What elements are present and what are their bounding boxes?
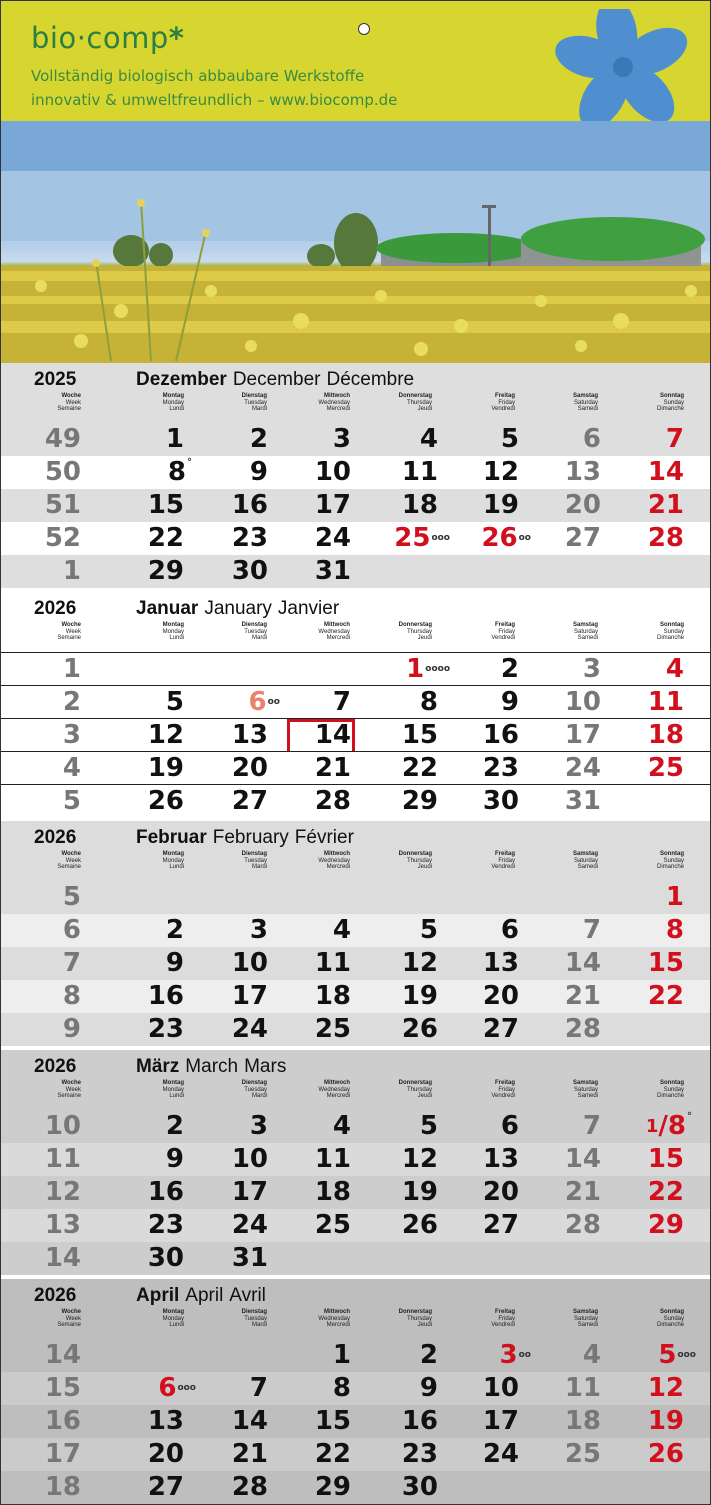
- day-cell[interactable]: 12: [401, 1144, 438, 1174]
- day-cell[interactable]: 23: [147, 1210, 184, 1240]
- week-number: 11: [44, 1144, 81, 1174]
- weekday-header-tuesday: Dienstag Tuesday Mardi: [241, 622, 267, 641]
- day-cell[interactable]: 27: [564, 523, 601, 553]
- weekday-header-tuesday: Dienstag Tuesday Mardi: [241, 393, 267, 412]
- month-block-dezember: [1, 363, 710, 588]
- weekday-header-wednesday: Mittwoch Wednesday Mercredi: [318, 851, 350, 870]
- moon-phase-icon: °: [687, 1111, 692, 1122]
- week-number: 52: [44, 523, 81, 553]
- day-cell[interactable]: 17: [482, 1406, 519, 1436]
- day-cell[interactable]: 22: [647, 1177, 684, 1207]
- weekday-header-tuesday: Dienstag Tuesday Mardi: [241, 1080, 267, 1099]
- day-cell[interactable]: 27: [482, 1210, 519, 1240]
- week-number: 14: [44, 1340, 81, 1370]
- month-block-februar: [1, 821, 710, 1046]
- week-row: [1, 947, 710, 980]
- day-cell[interactable]: 19: [401, 981, 438, 1011]
- month-name: Februar February Février: [136, 827, 354, 848]
- week-number: 9: [62, 1014, 81, 1044]
- week-row: [1, 718, 710, 752]
- weekday-header-tuesday: Dienstag Tuesday Mardi: [241, 851, 267, 870]
- weekday-header-friday: Freitag Friday Vendredi: [491, 393, 515, 412]
- week-row: [1, 1242, 710, 1275]
- day-cell[interactable]: 27: [231, 786, 268, 816]
- year-label: 2025: [34, 369, 77, 390]
- day-cell[interactable]: 7: [582, 915, 601, 945]
- today-marker: [287, 719, 355, 755]
- day-cell[interactable]: 20: [482, 981, 519, 1011]
- week-number: 5: [62, 882, 81, 912]
- week-row: [1, 1209, 710, 1242]
- day-cell[interactable]: 30: [147, 1243, 184, 1273]
- day-cell[interactable]: 18: [564, 1406, 601, 1436]
- day-cell[interactable]: 29: [401, 786, 438, 816]
- weekday-header-friday: Freitag Friday Vendredi: [491, 622, 515, 641]
- week-row: [1, 751, 710, 785]
- weekday-header-saturday: Samstag Saturday Samedi: [572, 851, 598, 870]
- day-cell[interactable]: 5ooo: [658, 1340, 696, 1370]
- day-cell[interactable]: 20: [482, 1177, 519, 1207]
- weekday-header-thursday: Donnerstag Thursday Jeudi: [398, 851, 432, 870]
- day-cell[interactable]: 12: [647, 1373, 684, 1403]
- week-row: [1, 1438, 710, 1471]
- weekday-header-week: Woche Week Semaine: [57, 1080, 81, 1099]
- day-cell[interactable]: 11: [314, 1144, 351, 1174]
- day-cell[interactable]: 28: [314, 786, 351, 816]
- weekday-header-saturday: Samstag Saturday Samedi: [572, 622, 598, 641]
- day-cell[interactable]: 10: [314, 457, 351, 487]
- weekday-header-sunday: Sonntag Sunday Dimanche: [656, 622, 684, 641]
- week-number: 15: [44, 1373, 81, 1403]
- moon-phase-icon: °: [187, 457, 192, 468]
- day-cell[interactable]: 15: [647, 948, 684, 978]
- month-header: [1, 821, 710, 881]
- day-cell[interactable]: 26: [647, 1439, 684, 1469]
- moon-phase-icon: ooo: [677, 1350, 696, 1360]
- day-cell[interactable]: 25: [314, 1210, 351, 1240]
- day-cell[interactable]: 3: [332, 424, 351, 454]
- week-row: [1, 881, 710, 914]
- day-cell[interactable]: 1: [165, 424, 184, 454]
- week-row: [1, 489, 710, 522]
- day-cell[interactable]: 23: [401, 1439, 438, 1469]
- weekday-header-sunday: Sonntag Sunday Dimanche: [656, 1080, 684, 1099]
- day-cell[interactable]: 18: [401, 490, 438, 520]
- day-cell[interactable]: 2: [249, 424, 268, 454]
- week-row: [1, 652, 710, 686]
- day-cell[interactable]: 29: [314, 1472, 351, 1502]
- week-number: 14: [44, 1243, 81, 1273]
- week-number: 50: [44, 457, 81, 487]
- day-cell[interactable]: 9: [249, 457, 268, 487]
- month-name: Januar January Janvier: [136, 598, 340, 619]
- weekday-header-thursday: Donnerstag Thursday Jeudi: [398, 622, 432, 641]
- day-cell[interactable]: 19: [147, 753, 184, 783]
- week-row: [1, 914, 710, 947]
- week-row: [1, 555, 710, 588]
- day-cell[interactable]: 6: [500, 915, 519, 945]
- day-cell[interactable]: 20: [231, 753, 268, 783]
- weekday-header-monday: Montag Monday Lundi: [162, 1080, 184, 1099]
- weekday-header-saturday: Samstag Saturday Samedi: [572, 1309, 598, 1328]
- weekday-header-monday: Montag Monday Lundi: [162, 851, 184, 870]
- week-row: [1, 980, 710, 1013]
- weekday-header-wednesday: Mittwoch Wednesday Mercredi: [318, 1080, 350, 1099]
- day-cell[interactable]: 10: [482, 1373, 519, 1403]
- week-number: 18: [44, 1472, 81, 1502]
- week-number: 2: [62, 687, 81, 717]
- day-cell[interactable]: 10: [564, 687, 601, 717]
- month-block-januar: [1, 592, 710, 817]
- landscape-photo: [1, 121, 710, 363]
- day-cell[interactable]: 7: [332, 687, 351, 717]
- hanging-hole: [358, 23, 370, 35]
- day-cell[interactable]: 2: [419, 1340, 438, 1370]
- weekday-header-week: Woche Week Semaine: [57, 1309, 81, 1328]
- week-row: [1, 1405, 710, 1438]
- day-cell[interactable]: 14: [647, 457, 684, 487]
- day-cell[interactable]: 22: [647, 981, 684, 1011]
- day-cell[interactable]: 17: [564, 720, 601, 750]
- month-header: [1, 1050, 710, 1110]
- day-cell[interactable]: 18: [314, 981, 351, 1011]
- day-cell[interactable]: 11: [647, 687, 684, 717]
- week-row: [1, 1372, 710, 1405]
- week-number: 17: [44, 1439, 81, 1469]
- week-number: 49: [44, 424, 81, 454]
- day-cell[interactable]: 19: [401, 1177, 438, 1207]
- day-cell[interactable]: 5: [500, 424, 519, 454]
- weekday-header-week: Woche Week Semaine: [57, 851, 81, 870]
- week-row: [1, 423, 710, 456]
- week-number: 51: [44, 490, 81, 520]
- weekday-header-thursday: Donnerstag Thursday Jeudi: [398, 393, 432, 412]
- weekday-header-wednesday: Mittwoch Wednesday Mercredi: [318, 1309, 350, 1328]
- day-cell[interactable]: 16: [401, 1406, 438, 1436]
- day-cell[interactable]: 20: [147, 1439, 184, 1469]
- weekday-header-sunday: Sonntag Sunday Dimanche: [656, 393, 684, 412]
- day-cell[interactable]: 31: [314, 556, 351, 586]
- day-cell[interactable]: 28: [647, 523, 684, 553]
- year-label: 2026: [34, 1285, 77, 1306]
- day-cell[interactable]: 28: [231, 1472, 268, 1502]
- week-row: [1, 1471, 710, 1504]
- day-cell[interactable]: 29: [647, 1210, 684, 1240]
- weekday-header-monday: Montag Monday Lundi: [162, 393, 184, 412]
- day-cell[interactable]: 31: [564, 786, 601, 816]
- day-cell[interactable]: 8: [332, 1373, 351, 1403]
- day-cell[interactable]: 30: [401, 1472, 438, 1502]
- brand-logo: bio·comp*: [31, 21, 185, 55]
- day-cell[interactable]: 15: [314, 1406, 351, 1436]
- month-header: [1, 592, 710, 652]
- day-cell[interactable]: $^1$/8°: [645, 1111, 692, 1141]
- day-cell[interactable]: 16: [231, 490, 268, 520]
- day-cell[interactable]: 25ooo: [394, 523, 450, 553]
- moon-phase-icon: ooo: [431, 533, 450, 543]
- day-cell[interactable]: 13: [564, 457, 601, 487]
- day-cell[interactable]: 28: [564, 1210, 601, 1240]
- moon-phase-icon: ooo: [177, 1383, 196, 1393]
- week-row: [1, 1110, 710, 1143]
- day-cell[interactable]: 1: [665, 882, 684, 912]
- week-row: [1, 1143, 710, 1176]
- day-cell[interactable]: 14: [231, 1406, 268, 1436]
- brand-header: [1, 1, 710, 121]
- day-cell[interactable]: 31: [231, 1243, 268, 1273]
- month-block-märz: [1, 1050, 710, 1275]
- day-cell[interactable]: 8: [419, 687, 438, 717]
- day-cell[interactable]: 12: [482, 457, 519, 487]
- day-cell[interactable]: 3oo: [499, 1340, 531, 1370]
- day-cell[interactable]: 14: [314, 720, 351, 750]
- week-number: 10: [44, 1111, 81, 1141]
- day-cell[interactable]: 2: [500, 654, 519, 684]
- year-label: 2026: [34, 598, 77, 619]
- day-cell[interactable]: 2: [165, 1111, 184, 1141]
- day-cell[interactable]: 26: [401, 1014, 438, 1044]
- weekday-header-thursday: Donnerstag Thursday Jeudi: [398, 1080, 432, 1099]
- week-number: 1: [62, 556, 81, 586]
- day-cell[interactable]: 5: [419, 1111, 438, 1141]
- day-cell[interactable]: 21: [647, 490, 684, 520]
- moon-phase-icon: oo: [267, 697, 280, 707]
- weekday-header-saturday: Samstag Saturday Samedi: [572, 393, 598, 412]
- weekday-header-saturday: Samstag Saturday Samedi: [572, 1080, 598, 1099]
- weekday-header-week: Woche Week Semaine: [57, 393, 81, 412]
- weekday-header-friday: Freitag Friday Vendredi: [491, 851, 515, 870]
- day-cell[interactable]: 25: [647, 753, 684, 783]
- day-cell[interactable]: 26oo: [481, 523, 531, 553]
- day-cell[interactable]: 27: [482, 1014, 519, 1044]
- day-cell[interactable]: 17: [231, 981, 268, 1011]
- day-cell[interactable]: 23: [231, 523, 268, 553]
- day-cell[interactable]: 16: [147, 981, 184, 1011]
- month-name: März March Mars: [136, 1056, 287, 1077]
- weekday-header-wednesday: Mittwoch Wednesday Mercredi: [318, 622, 350, 641]
- week-number: 16: [44, 1406, 81, 1436]
- day-cell[interactable]: 16: [482, 720, 519, 750]
- day-cell[interactable]: 6: [500, 1111, 519, 1141]
- day-cell[interactable]: 25: [314, 1014, 351, 1044]
- day-cell[interactable]: 23: [147, 1014, 184, 1044]
- day-cell[interactable]: 19: [482, 490, 519, 520]
- day-cell[interactable]: 13: [482, 948, 519, 978]
- day-cell[interactable]: 21: [314, 753, 351, 783]
- week-row: [1, 685, 710, 719]
- week-number: 6: [62, 915, 81, 945]
- biogas-plant-field-photo: [1, 121, 710, 363]
- day-cell[interactable]: 1: [332, 1340, 351, 1370]
- weekday-header-sunday: Sonntag Sunday Dimanche: [656, 1309, 684, 1328]
- tagline-primary: Vollständig biologisch abbaubare Werkstoffe: [31, 67, 365, 85]
- flower-icon: [531, 9, 711, 129]
- day-cell[interactable]: 3: [582, 654, 601, 684]
- day-cell[interactable]: 6ooo: [158, 1373, 196, 1403]
- day-cell[interactable]: 5: [165, 687, 184, 717]
- day-cell[interactable]: 11: [564, 1373, 601, 1403]
- day-cell[interactable]: 7: [249, 1373, 268, 1403]
- day-cell[interactable]: 24: [564, 753, 601, 783]
- day-cell[interactable]: 9: [165, 1144, 184, 1174]
- day-cell[interactable]: 6oo: [248, 687, 280, 717]
- day-cell[interactable]: 30: [231, 556, 268, 586]
- day-cell[interactable]: 4: [665, 654, 684, 684]
- day-cell[interactable]: 4: [582, 1340, 601, 1370]
- day-cell[interactable]: 29: [147, 556, 184, 586]
- week-number: 4: [62, 753, 81, 783]
- weekday-header-friday: Freitag Friday Vendredi: [491, 1080, 515, 1099]
- day-cell[interactable]: 13: [147, 1406, 184, 1436]
- week-row: [1, 1013, 710, 1046]
- day-cell[interactable]: 24: [482, 1439, 519, 1469]
- day-cell[interactable]: 24: [231, 1014, 268, 1044]
- week-number: 12: [44, 1177, 81, 1207]
- week-row: [1, 1339, 710, 1372]
- day-cell[interactable]: 14: [564, 948, 601, 978]
- day-cell[interactable]: 21: [564, 1177, 601, 1207]
- day-cell[interactable]: 11: [401, 457, 438, 487]
- day-cell[interactable]: 10: [231, 1144, 268, 1174]
- day-cell[interactable]: 22: [147, 523, 184, 553]
- day-cell[interactable]: 4: [419, 424, 438, 454]
- day-cell[interactable]: 4: [332, 915, 351, 945]
- weekday-header-week: Woche Week Semaine: [57, 622, 81, 641]
- day-cell[interactable]: 15: [147, 490, 184, 520]
- day-cell[interactable]: 19: [647, 1406, 684, 1436]
- day-cell[interactable]: 9: [419, 1373, 438, 1403]
- day-cell[interactable]: 8°: [167, 457, 192, 487]
- month-header: [1, 363, 710, 423]
- day-cell[interactable]: 4: [332, 1111, 351, 1141]
- day-cell[interactable]: 18: [647, 720, 684, 750]
- week-row: [1, 1176, 710, 1209]
- month-name: Dezember December Décembre: [136, 369, 415, 390]
- day-cell[interactable]: 16: [147, 1177, 184, 1207]
- day-cell[interactable]: 22: [401, 753, 438, 783]
- day-cell[interactable]: 15: [647, 1144, 684, 1174]
- day-cell[interactable]: 24: [314, 523, 351, 553]
- month-header: [1, 1279, 710, 1339]
- day-cell[interactable]: 20: [564, 490, 601, 520]
- day-cell[interactable]: 26: [147, 786, 184, 816]
- weekday-header-monday: Montag Monday Lundi: [162, 1309, 184, 1328]
- week-number: 7: [62, 948, 81, 978]
- day-cell[interactable]: 13: [482, 1144, 519, 1174]
- day-cell[interactable]: 21: [564, 981, 601, 1011]
- day-cell[interactable]: 7: [582, 1111, 601, 1141]
- day-cell[interactable]: 13: [231, 720, 268, 750]
- day-cell[interactable]: 30: [482, 786, 519, 816]
- day-cell[interactable]: 7: [665, 424, 684, 454]
- day-cell[interactable]: 23: [482, 753, 519, 783]
- weekday-header-wednesday: Mittwoch Wednesday Mercredi: [318, 393, 350, 412]
- year-label: 2026: [34, 1056, 77, 1077]
- day-cell[interactable]: 9: [500, 687, 519, 717]
- month-block-april: [1, 1279, 710, 1504]
- day-cell[interactable]: 8: [665, 915, 684, 945]
- day-cell[interactable]: 18: [314, 1177, 351, 1207]
- moon-phase-icon: oo: [518, 533, 531, 543]
- day-cell[interactable]: 26: [401, 1210, 438, 1240]
- day-cell[interactable]: 17: [231, 1177, 268, 1207]
- day-cell[interactable]: 24: [231, 1210, 268, 1240]
- day-cell[interactable]: 22: [314, 1439, 351, 1469]
- week-row: [1, 456, 710, 489]
- day-cell[interactable]: 27: [147, 1472, 184, 1502]
- day-cell[interactable]: 12: [147, 720, 184, 750]
- day-cell[interactable]: 21: [231, 1439, 268, 1469]
- weekday-header-friday: Freitag Friday Vendredi: [491, 1309, 515, 1328]
- day-cell[interactable]: 28: [564, 1014, 601, 1044]
- day-cell[interactable]: 6: [582, 424, 601, 454]
- day-cell[interactable]: 3: [249, 1111, 268, 1141]
- weekday-header-sunday: Sonntag Sunday Dimanche: [656, 851, 684, 870]
- moon-phase-icon: oooo: [425, 664, 450, 674]
- day-cell[interactable]: 14: [564, 1144, 601, 1174]
- day-cell[interactable]: 11: [314, 948, 351, 978]
- day-cell[interactable]: 2: [165, 915, 184, 945]
- week-number: 1: [62, 654, 81, 684]
- year-label: 2026: [34, 827, 77, 848]
- day-cell[interactable]: 5: [419, 915, 438, 945]
- day-cell[interactable]: 12: [401, 948, 438, 978]
- day-cell[interactable]: 10: [231, 948, 268, 978]
- day-cell[interactable]: 3: [249, 915, 268, 945]
- day-cell[interactable]: 17: [314, 490, 351, 520]
- week-number: 13: [44, 1210, 81, 1240]
- moon-phase-icon: oo: [518, 1350, 531, 1360]
- week-number: 5: [62, 786, 81, 816]
- weekday-header-tuesday: Dienstag Tuesday Mardi: [241, 1309, 267, 1328]
- weekday-header-monday: Montag Monday Lundi: [162, 622, 184, 641]
- week-number: 3: [62, 720, 81, 750]
- weekday-header-thursday: Donnerstag Thursday Jeudi: [398, 1309, 432, 1328]
- day-cell[interactable]: 9: [165, 948, 184, 978]
- week-row: [1, 522, 710, 555]
- day-cell[interactable]: 15: [401, 720, 438, 750]
- week-number: 8: [62, 981, 81, 1011]
- month-name: April April Avril: [136, 1285, 266, 1306]
- day-cell[interactable]: 1oooo: [406, 654, 450, 684]
- week-row: [1, 784, 710, 818]
- tagline-secondary: innovativ & umweltfreundlich – www.biocomp.de: [31, 91, 398, 109]
- day-cell[interactable]: 25: [564, 1439, 601, 1469]
